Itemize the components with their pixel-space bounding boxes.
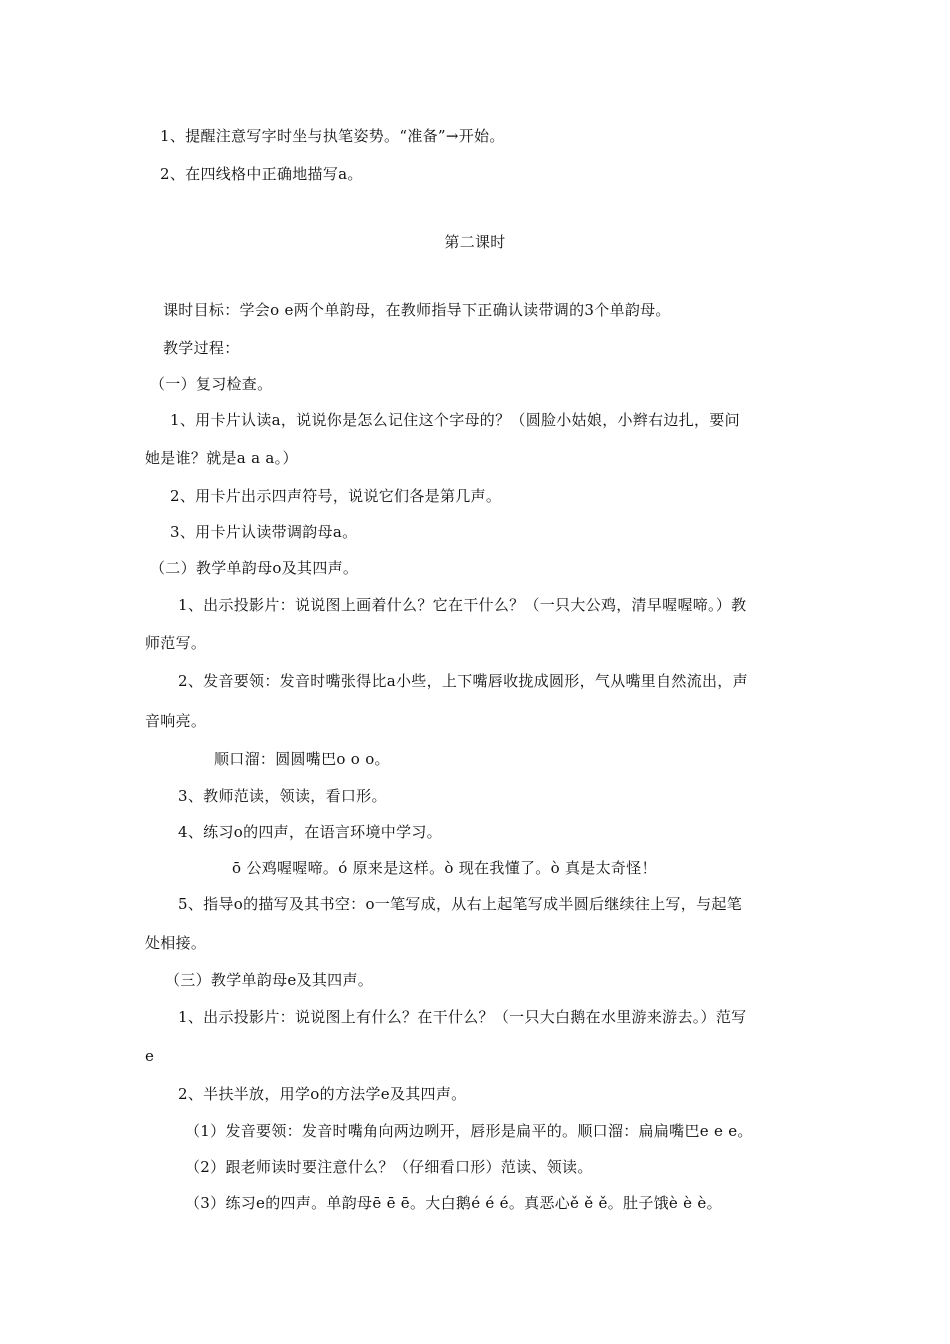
section-title: 第二课时 (444, 233, 506, 251)
part-three-item-2: 2、半扶半放，用学o的方法学e及其四声。 (178, 1085, 467, 1103)
part-three-item-1: 1、出示投影片：说说图上有什么？在干什么？（一只大白鹅在水里游来游去。）范写 (178, 1008, 747, 1026)
part-two-item-2-cont: 音响亮。 (145, 712, 207, 730)
part-one-heading: （一）复习检查。 (150, 375, 273, 393)
part-two-item-1-cont: 师范写。 (145, 634, 207, 652)
part-one-item-3: 3、用卡片认读带调韵母a。 (170, 523, 358, 541)
rhyme-o: 顺口溜：圆圆嘴巴o o o。 (214, 750, 390, 768)
part-two-item-2: 2、发音要领：发音时嘴张得比a小些，上下嘴唇收拢成圆形，气从嘴里自然流出，声 (178, 672, 748, 690)
part-three-item-1-cont: e (145, 1047, 155, 1065)
part-three-sub-1: （1）发音要领：发音时嘴角向两边咧开，唇形是扁平的。顺口溜：扁扁嘴巴e e e。 (185, 1122, 753, 1140)
part-two-item-3: 3、教师范读，领读，看口形。 (178, 787, 387, 805)
part-three-heading: （三）教学单韵母e及其四声。 (165, 971, 374, 989)
part-three-sub-2: （2）跟老师读时要注意什么？（仔细看口形）范读、领读。 (185, 1158, 593, 1176)
o-tone-examples: ō 公鸡喔喔啼。ó 原来是这样。ò 现在我懂了。ò 真是太奇怪！ (232, 859, 657, 877)
step-posture-reminder: 1、提醒注意写字时坐与执笔姿势。“准备”→开始。 (160, 127, 505, 145)
lesson-goal: 课时目标：学会o e两个单韵母，在教师指导下正确认读带调的3个单韵母。 (163, 301, 671, 319)
part-one-item-2: 2、用卡片出示四声符号，说说它们各是第几声。 (170, 487, 502, 505)
part-three-sub-3: （3）练习e的四声。单韵母ē ē ē。大白鹅é é é。真恶心ě ě ě。肚子饿è è è。 (185, 1194, 722, 1212)
part-one-item-1: 1、用卡片认读a，说说你是怎么记住这个字母的？（圆脸小姑娘，小辫右边扎，要问 (170, 411, 740, 429)
part-two-item-5-cont: 处相接。 (145, 934, 207, 952)
step-trace-a: 2、在四线格中正确地描写a。 (160, 165, 363, 183)
part-one-item-1-cont: 她是谁？就是a a a。） (145, 449, 298, 467)
part-two-item-4: 4、练习o的四声，在语言环境中学习。 (178, 823, 442, 841)
part-two-item-1: 1、出示投影片：说说图上画着什么？它在干什么？（一只大公鸡，清早喔喔啼。）教 (178, 596, 747, 614)
teaching-process-heading: 教学过程： (163, 339, 240, 357)
part-two-item-5: 5、指导o的描写及其书空：o一笔写成，从右上起笔写成半圆后继续往上写，与起笔 (178, 895, 743, 913)
part-two-heading: （二）教学单韵母o及其四声。 (150, 559, 359, 577)
